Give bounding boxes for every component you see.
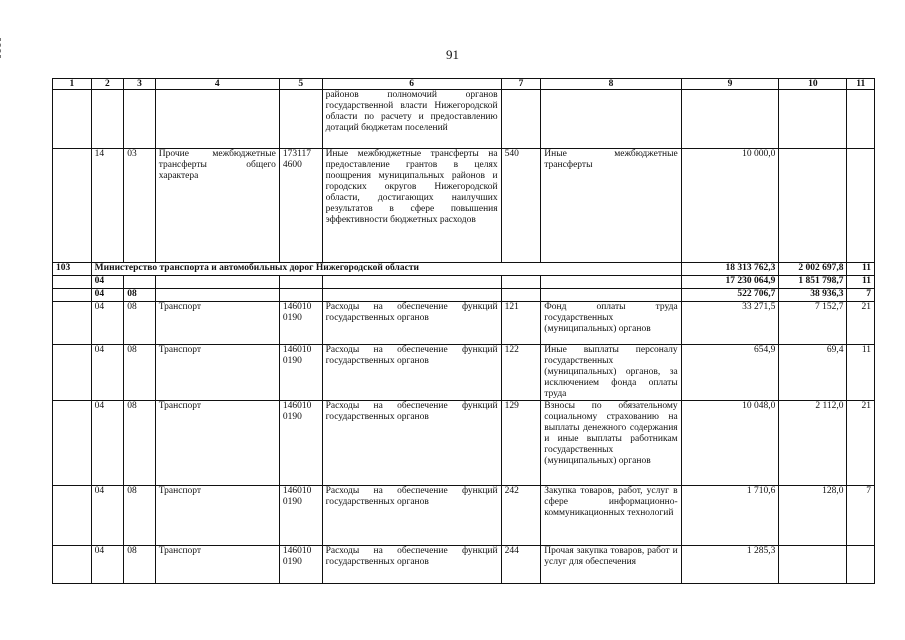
amount-value: 654,9 [681,345,779,401]
page-number: 91 [446,47,459,62]
amount-value: 38 936,3 [779,289,847,302]
expense-type-name: Иные межбюджетные трансферты [541,149,681,263]
column-header: 3 [124,79,156,90]
section-code: 04 [91,401,124,486]
target-article-code: 173117 4600 [279,149,322,263]
column-header: 4 [155,79,279,90]
expense-type-code: 244 [501,546,541,584]
subsection-code: 08 [124,289,156,302]
amount-value: 1 710,6 [681,486,779,546]
table-row [53,149,875,263]
target-article-code: 146010 0190 [279,486,322,546]
column-header: 5 [279,79,322,90]
amount-value: 10 048,0 [681,401,779,486]
subsection-code: 08 [124,302,156,345]
section-row [53,276,875,289]
amount-value: 2 112,0 [779,401,847,486]
expense-description: Иные межбюджетные трансферты на предоставление грантов в целях поощрения муниципальных районов и городских округов Нижегородской области, достигающих наилучших результатов в сфере повышения эффективности бюджетных расходов [322,149,501,263]
column-header-row [53,79,875,90]
subsection-code: 03 [124,149,156,263]
ministry-code: 103 [53,263,92,276]
table-row [53,345,875,401]
column-header: 7 [501,79,541,90]
subsection-name: Прочие межбюджетные трансферты общего характера [155,149,279,263]
subsection-name: Транспорт [155,302,279,345]
section-code: 14 [91,149,124,263]
subsection-code: 08 [124,345,156,401]
target-article-code: 146010 0190 [279,302,322,345]
subsection-row [53,289,875,302]
column-header: 1 [53,79,92,90]
column-11-value: 7 [847,289,875,302]
section-code: 04 [91,486,124,546]
ministry-row [53,263,875,276]
section-code: 04 [91,345,124,401]
expense-type-name: Прочая закупка товаров, работ и услуг для обеспечения [541,546,681,584]
target-article-code: 146010 0190 [279,546,322,584]
column-11-value: 7 [847,486,875,546]
expense-type-code: 129 [501,401,541,486]
subsection-code: 08 [124,401,156,486]
amount-value: 18 313 762,3 [681,263,779,276]
expense-description: Расходы на обеспечение функций государственных органов [322,302,501,345]
column-header: 6 [322,79,501,90]
column-11-value: 11 [847,345,875,401]
amount-value: 1 285,3 [681,546,779,584]
expense-type-code: 122 [501,345,541,401]
expense-description: Расходы на обеспечение функций государственных органов [322,546,501,584]
column-11-value [847,546,875,584]
budget-table [52,78,875,584]
section-code: 04 [91,289,124,302]
expense-description: Расходы на обеспечение функций государственных органов [322,401,501,486]
subsection-code: 08 [124,486,156,546]
subsection-name: Транспорт [155,345,279,401]
subsection-name: Транспорт [155,486,279,546]
amount-value: 10 000,0 [681,149,779,263]
table-row [53,486,875,546]
expense-type-name: Взносы по обязательному социальному страхованию на выплаты денежного содержания и иные выплаты работникам государственных (муниципальных) органов [541,401,681,486]
table-row [53,90,875,149]
column-11-value: 11 [847,263,875,276]
column-11-value: 21 [847,302,875,345]
subsection-name: Транспорт [155,401,279,486]
expense-description: Расходы на обеспечение функций государственных органов [322,345,501,401]
amount-value: 1 851 798,7 [779,276,847,289]
expense-type-code: 540 [501,149,541,263]
column-header: 10 [779,79,847,90]
amount-value [779,546,847,584]
table-row [53,302,875,345]
expense-type-name: Фонд оплаты труда государственных (муниципальных) органов [541,302,681,345]
ministry-name: Министерство транспорта и автомобильных дорог Нижегородской области [91,263,681,276]
column-header: 8 [541,79,681,90]
column-11-value [847,149,875,263]
column-11-value: 11 [847,276,875,289]
section-code: 04 [91,276,124,289]
amount-value: 2 002 697,8 [779,263,847,276]
expense-description: Расходы на обеспечение функций государственных органов [322,486,501,546]
target-article-code: 146010 0190 [279,401,322,486]
amount-value: 33 271,5 [681,302,779,345]
section-code: 04 [91,302,124,345]
table-row [53,546,875,584]
section-code: 04 [91,546,124,584]
amount-value [779,149,847,263]
column-11-value: 21 [847,401,875,486]
column-header: 9 [681,79,779,90]
column-header: 11 [847,79,875,90]
amount-value: 69,4 [779,345,847,401]
expense-description: районов полномочий органов государственной власти Нижегородской области по расчету и предоставлению дотаций бюджетам поселений [322,90,501,149]
column-header: 2 [91,79,124,90]
amount-value: 7 152,7 [779,302,847,345]
expense-type-code: 242 [501,486,541,546]
expense-type-name: Иные выплаты персоналу государственных (муниципальных) органов, за исключением фонда оплаты труда [541,345,681,401]
amount-value: 17 230 064,9 [681,276,779,289]
expense-type-name: Закупка товаров, работ, услуг в сфере информационно-коммуникационных технологий [541,486,681,546]
expense-type-code: 121 [501,302,541,345]
subsection-name: Транспорт [155,546,279,584]
subsection-code: 08 [124,546,156,584]
amount-value: 128,0 [779,486,847,546]
table-row [53,401,875,486]
target-article-code: 146010 0190 [279,345,322,401]
amount-value: 522 706,7 [681,289,779,302]
